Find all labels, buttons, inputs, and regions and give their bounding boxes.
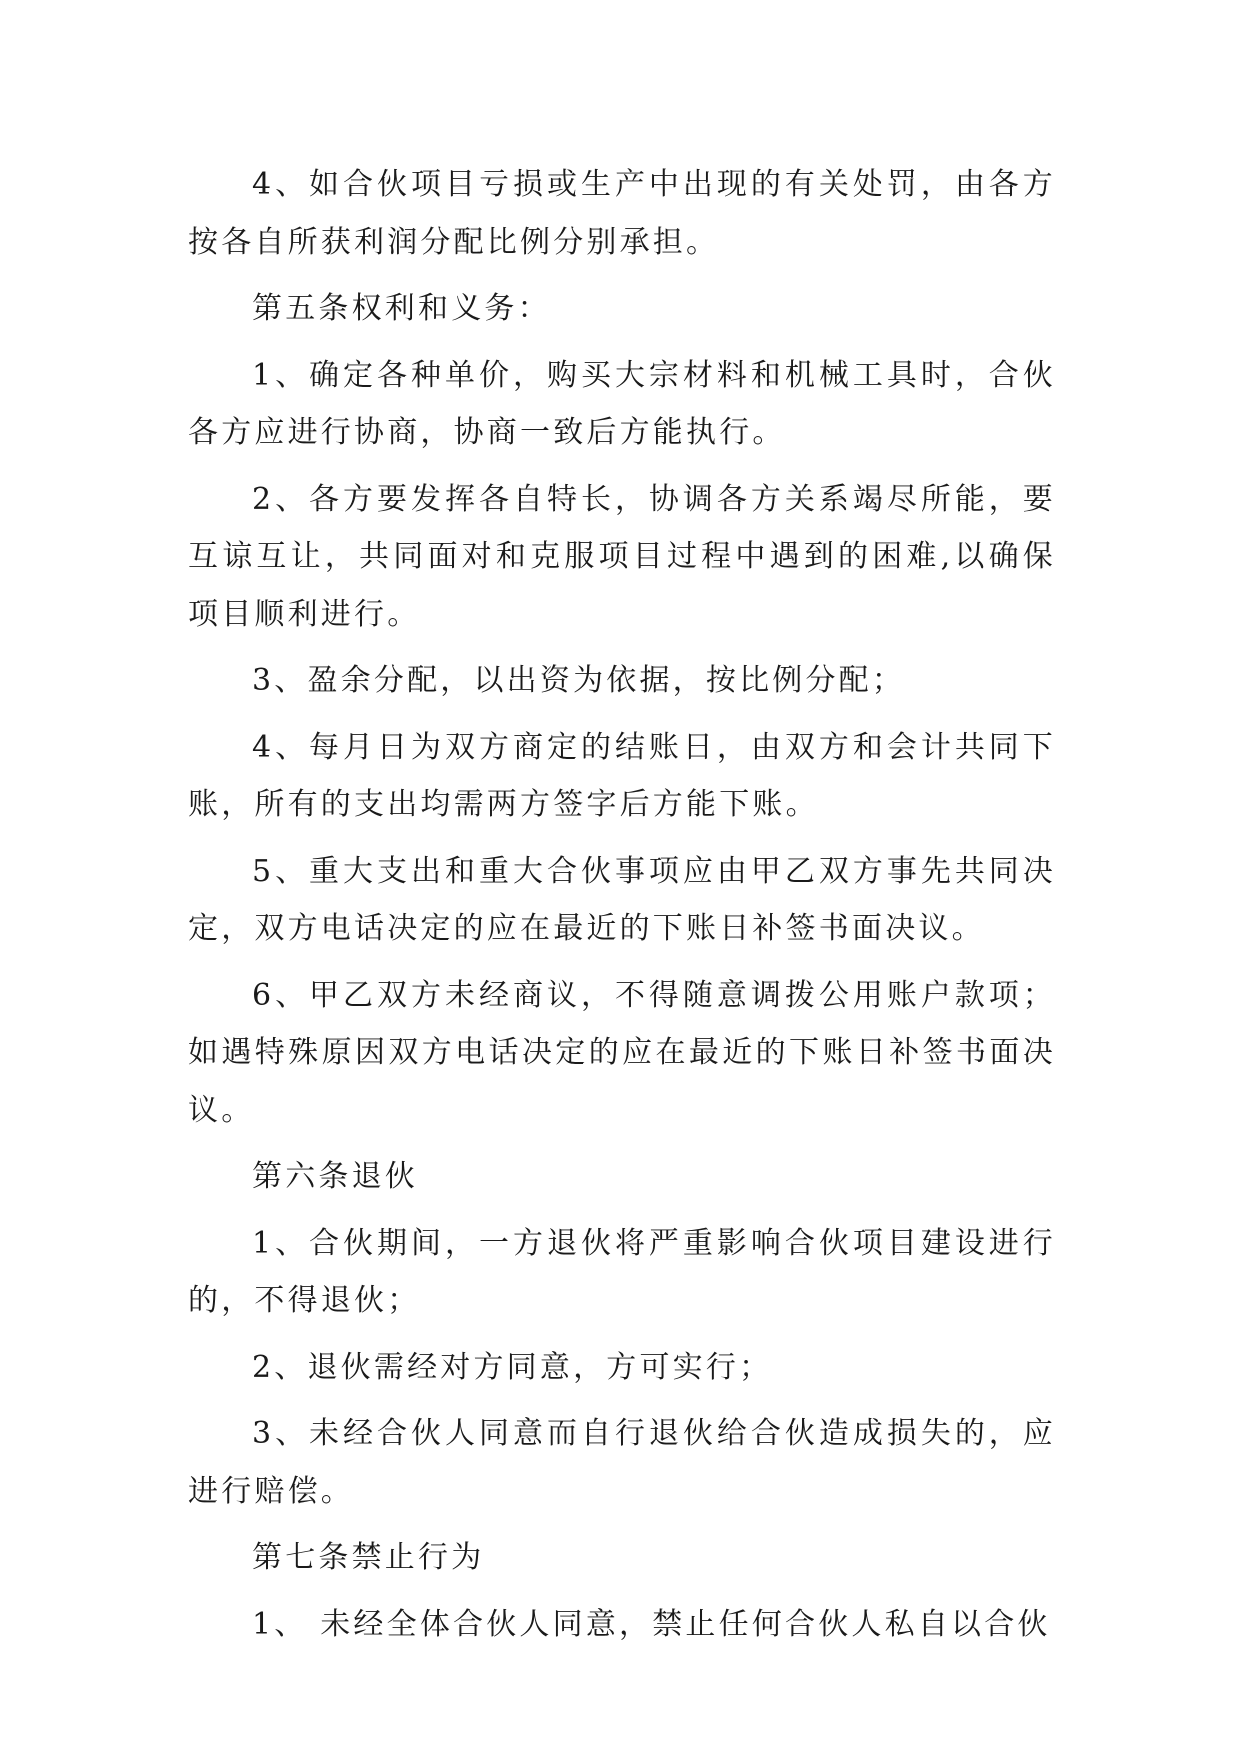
paragraph-surplus-distribution: 3、盈余分配，以出资为依据，按比例分配； bbox=[252, 663, 906, 698]
paragraph-account-funds: 6、甲乙双方未经商议，不得随意调拨公用账户款项；如遇特殊原因双方电话决定的应在最近的下账日补签书面决议。 bbox=[188, 977, 1056, 1128]
paragraph-settlement-day: 4、每月日为双方商定的结账日，由双方和会计共同下账，所有的支出均需两方签字后方能下账。 bbox=[188, 729, 1056, 822]
paragraph-prohibition-1: 1、 未经全体合伙人同意，禁止任何合伙人私自以合伙 bbox=[252, 1606, 1051, 1642]
document-body bbox=[188, 156, 1056, 1662]
paragraph-pricing-consultation: 1、确定各种单价，购买大宗材料和机械工具时，合伙各方应进行协商，协商一致后方能执行。 bbox=[188, 357, 1056, 450]
paragraph-major-expenses: 5、重大支出和重大合伙事项应由甲乙双方事先共同决定，双方电话决定的应在最近的下账日补签书面决议。 bbox=[188, 853, 1056, 946]
section-heading-withdrawal: 第六条退伙 bbox=[252, 1159, 418, 1194]
paragraph-withdrawal-consent: 2、退伙需经对方同意，方可实行； bbox=[252, 1349, 773, 1385]
paragraph-withdrawal-compensation: 3、未经合伙人同意而自行退伙给合伙造成损失的，应进行赔偿。 bbox=[188, 1416, 1056, 1509]
section-heading-prohibited-acts: 第七条禁止行为 bbox=[252, 1540, 485, 1575]
paragraph-loss-sharing: 4、如合伙项目亏损或生产中出现的有关处罚，由各方按各自所获利润分配比例分别承担。 bbox=[188, 167, 1056, 260]
section-heading-rights-obligations: 第五条权利和义务： bbox=[252, 291, 551, 326]
paragraph-withdrawal-restriction: 1、合伙期间，一方退伙将严重影响合伙项目建设进行的，不得退伙； bbox=[188, 1225, 1056, 1318]
paragraph-cooperation: 2、各方要发挥各自特长，协调各方关系竭尽所能，要互谅互让，共同面对和克服项目过程中遇到的困难,以确保项目顺利进行。 bbox=[188, 481, 1056, 632]
